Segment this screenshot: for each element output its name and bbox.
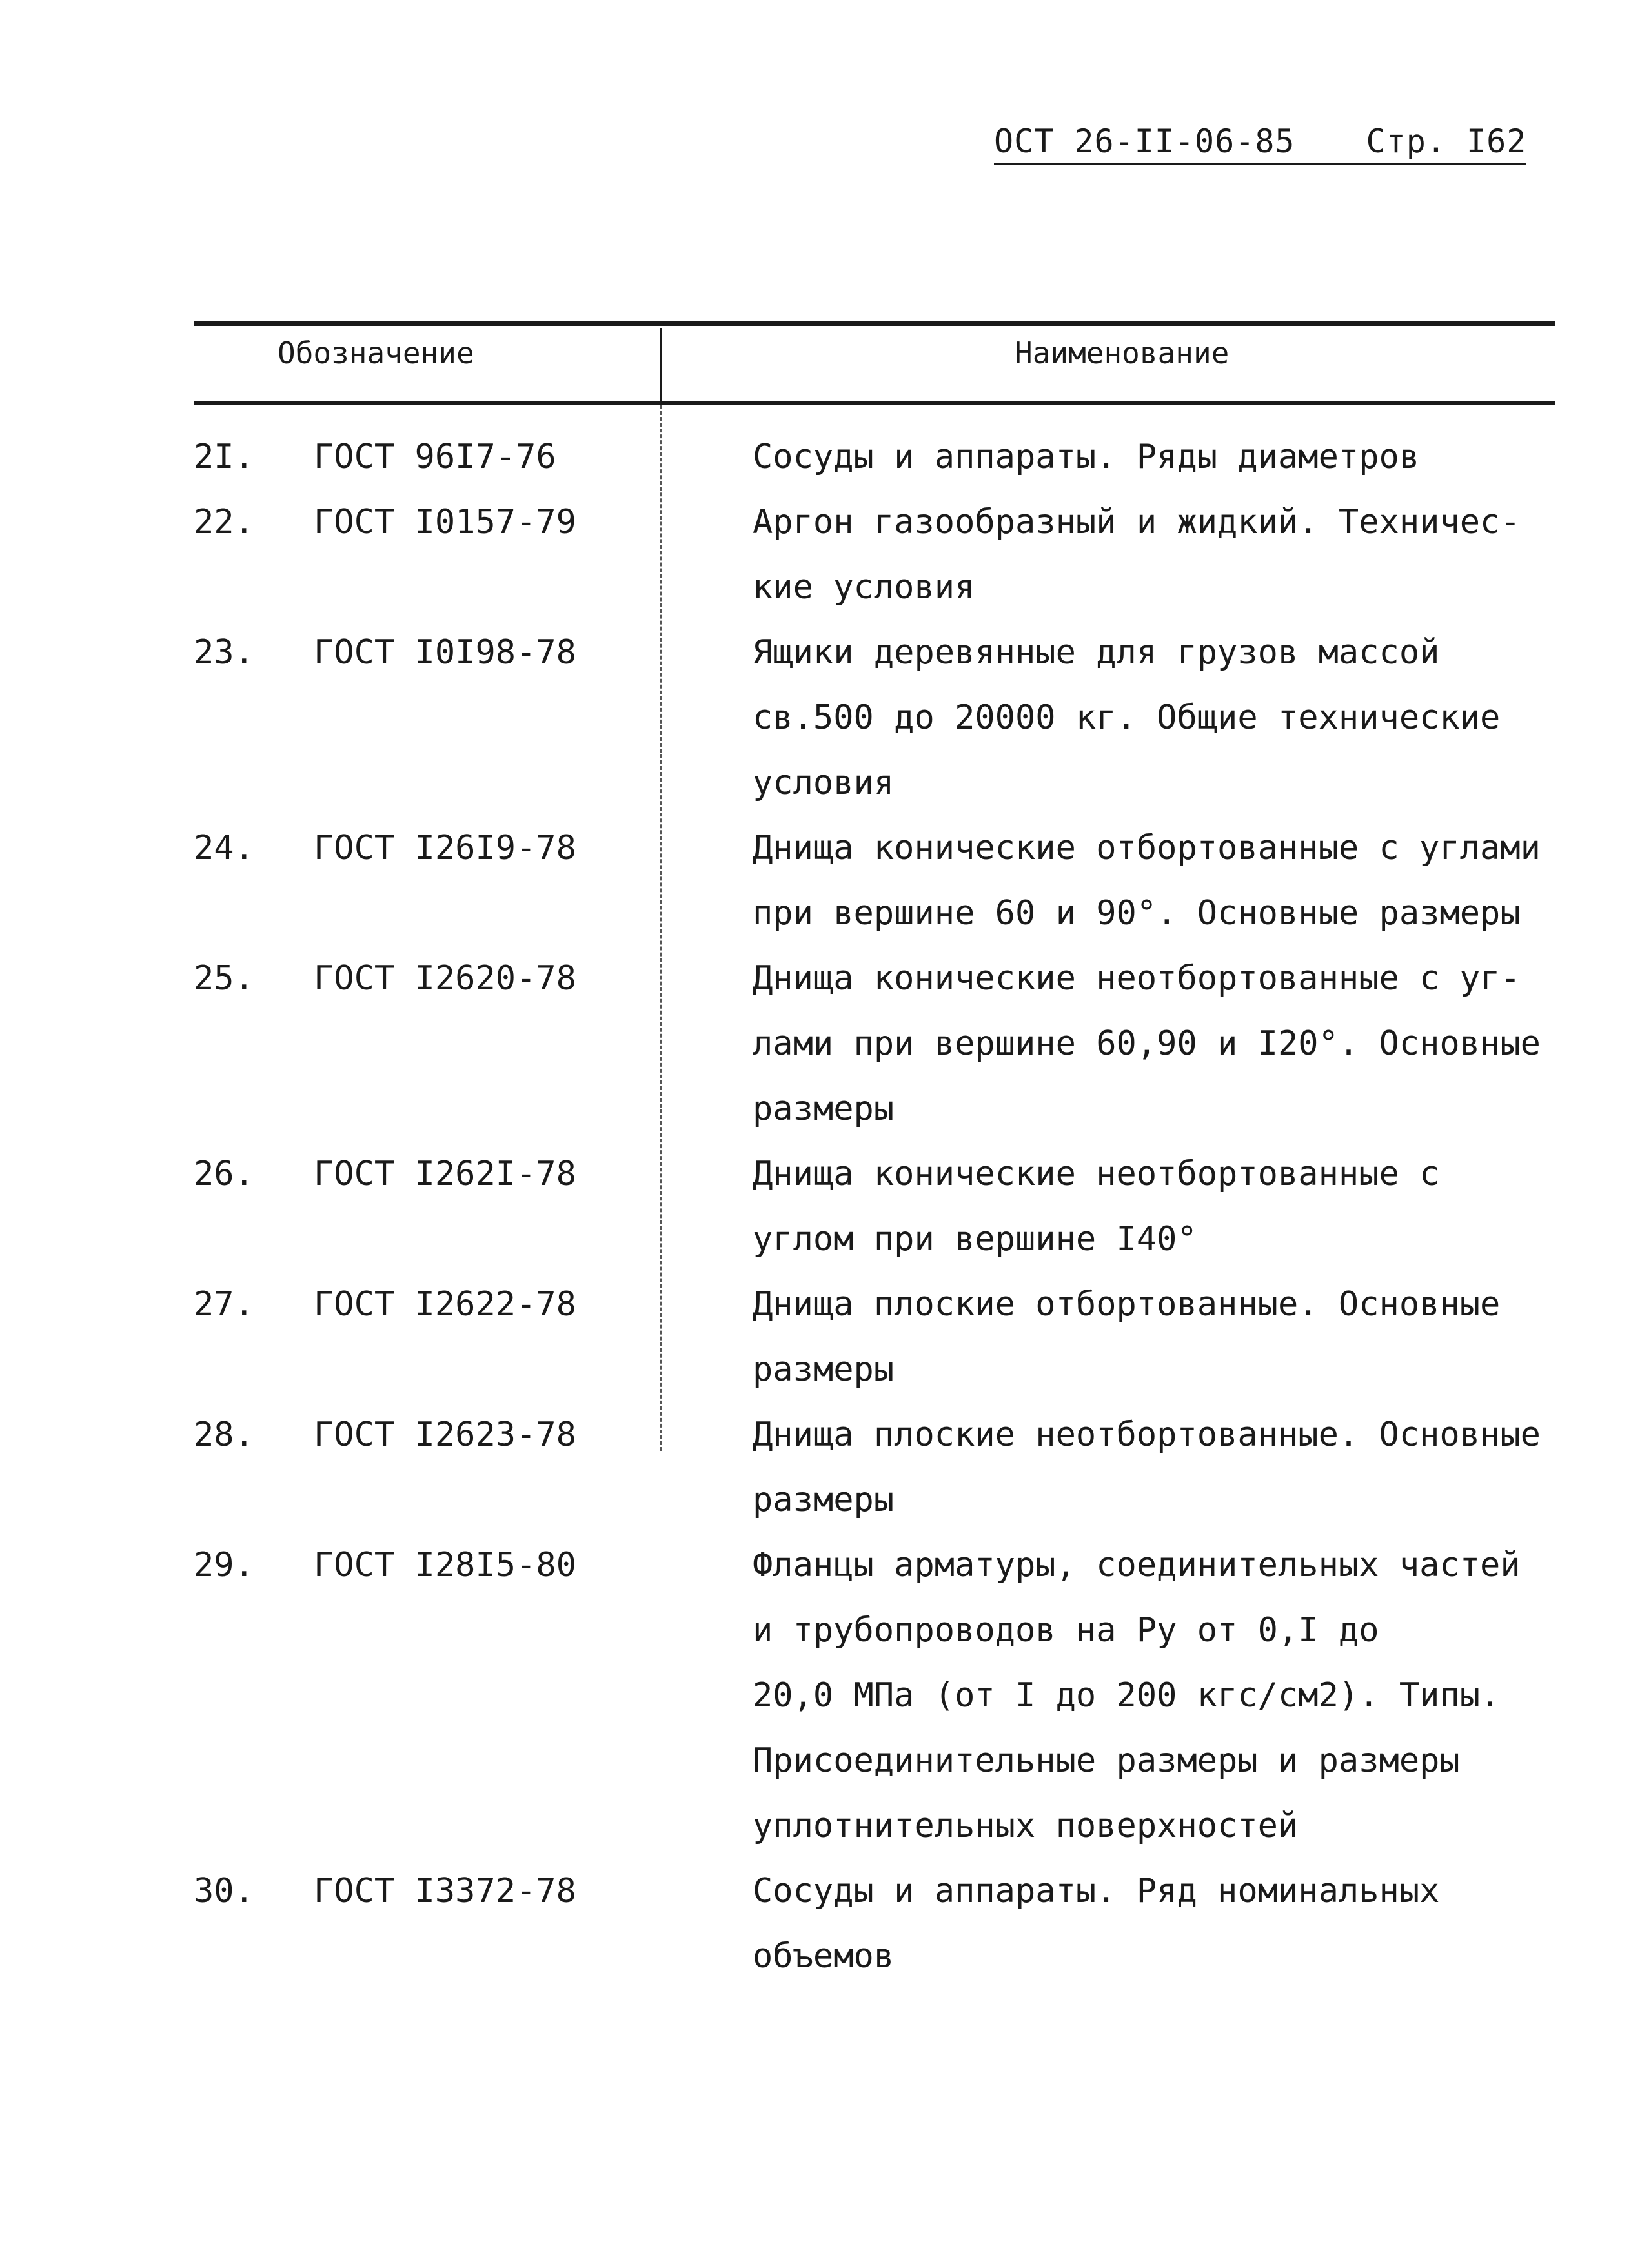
table-row [194, 1142, 1555, 1272]
row-name: Фланцы арматуры, соединительных частей и трубопроводов на Ру от 0,I до 20,0 МПа (от I до 200 кгс/см2). Типы. Присоединительные размеры и размеры уплотнительных поверхностей [753, 1546, 1521, 1845]
row-name: Сосуды и аппараты. Ряд номинальных объемов [753, 1872, 1440, 1976]
table-row [194, 490, 1555, 620]
table-row [194, 1533, 1555, 1859]
row-designation: ГОСТ 96I7-76 [314, 438, 556, 476]
row-number: 22. [194, 503, 254, 542]
row-designation: ГОСТ I26I9-78 [314, 829, 576, 867]
row-name: Ящики деревянные для грузов массой св.500 до 20000 кг. Общие технические условия [753, 633, 1501, 802]
column-divider [660, 328, 662, 404]
row-number: 26. [194, 1155, 254, 1193]
page-header [994, 123, 1526, 165]
row-name: Днища плоские неотбортованные. Основные размеры [753, 1415, 1541, 1519]
row-designation: ГОСТ I2620-78 [314, 959, 576, 998]
page-number: Стр. I62 [1366, 123, 1527, 160]
row-name: Днища конические отбортованные с углами при вершине 60 и 90°. Основные размеры [753, 829, 1541, 933]
row-name: Днища конические неотбортованные с уг- лами при вершине 60,90 и I20°. Основные размеры [753, 959, 1541, 1128]
row-number: 29. [194, 1546, 254, 1585]
row-designation: ГОСТ I0157-79 [314, 503, 576, 542]
table-row [194, 816, 1555, 946]
table-row [194, 425, 1555, 490]
row-designation: ГОСТ I262I-78 [314, 1155, 576, 1193]
row-number: 27. [194, 1285, 254, 1324]
table-row [194, 620, 1555, 816]
row-designation: ГОСТ I0I98-78 [314, 633, 576, 672]
row-number: 24. [194, 829, 254, 867]
table-body [194, 425, 1555, 1989]
row-number: 25. [194, 959, 254, 998]
table-top-rule [194, 321, 1555, 326]
row-name: Аргон газообразный и жидкий. Техничес- кие условия [753, 503, 1521, 607]
row-designation: ГОСТ I28I5-80 [314, 1546, 576, 1585]
row-name: Сосуды и аппараты. Ряды диаметров [753, 438, 1420, 476]
document-code: ОСТ 26-II-06-85 [994, 123, 1295, 160]
row-designation: ГОСТ I2623-78 [314, 1415, 576, 1454]
column-header-designation: Обозначение [278, 336, 474, 370]
table-row [194, 946, 1555, 1142]
table-row [194, 1402, 1555, 1533]
table-row [194, 1859, 1555, 1989]
row-name: Днища плоские отбортованные. Основные размеры [753, 1285, 1501, 1389]
row-designation: ГОСТ I2622-78 [314, 1285, 576, 1324]
row-designation: ГОСТ I3372-78 [314, 1872, 576, 1910]
row-number: 23. [194, 633, 254, 672]
row-number: 2I. [194, 438, 254, 476]
row-number: 30. [194, 1872, 254, 1910]
row-name: Днища конические неотбортованные с углом при вершине I40° [753, 1155, 1440, 1259]
table-row [194, 1272, 1555, 1402]
row-number: 28. [194, 1415, 254, 1454]
column-header-name: Наименование [1015, 336, 1230, 370]
table-header-rule [194, 401, 1555, 405]
